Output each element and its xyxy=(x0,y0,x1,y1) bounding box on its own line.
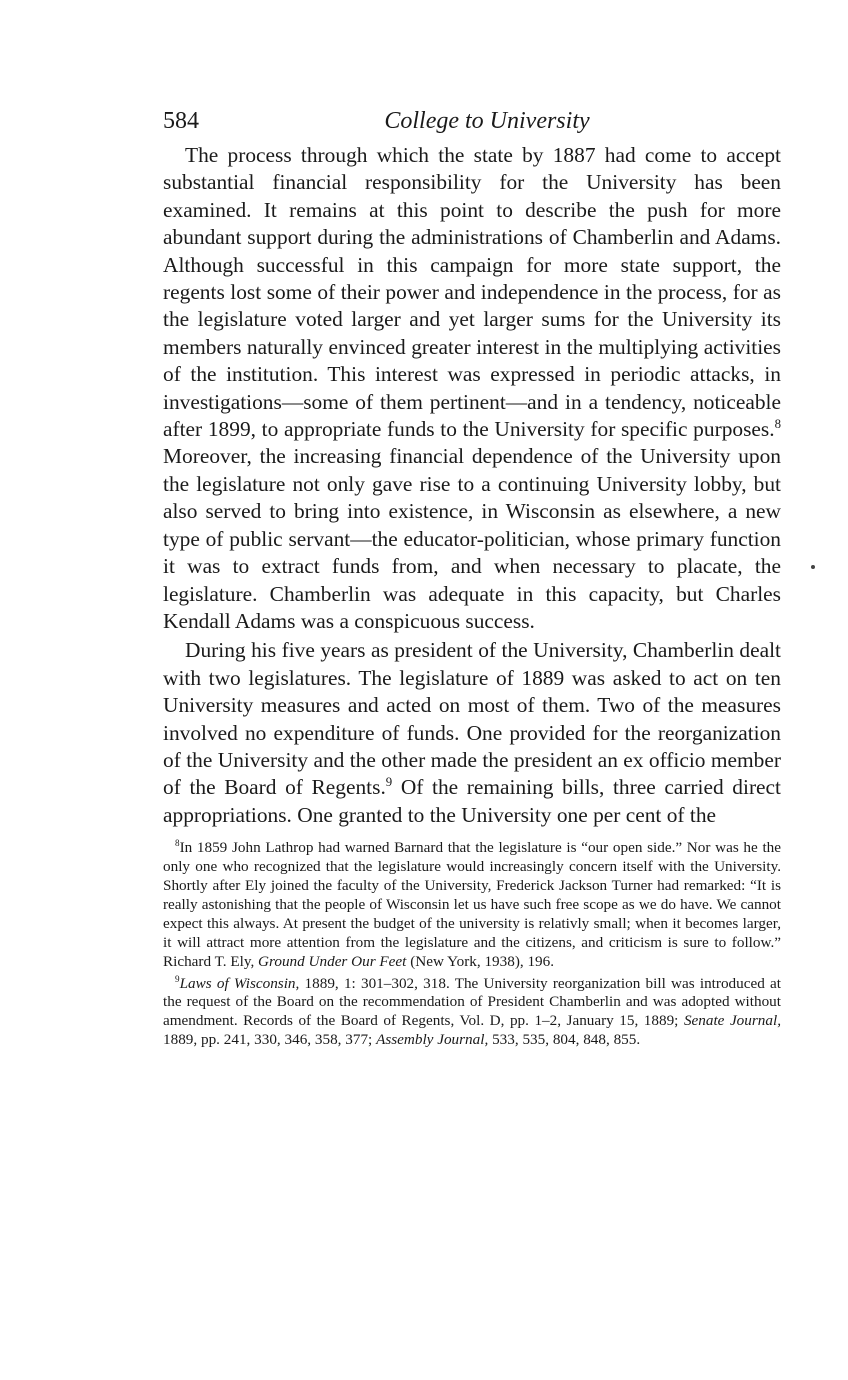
footnote-8-title: Ground Under Our Feet xyxy=(258,952,407,970)
footnotes xyxy=(163,839,781,1050)
footnote-8-text-b: (New York, 1938), 196. xyxy=(406,952,555,970)
paragraph-2-text-a: During his five years as president of the University, Chamberlin dealt with two legislatures. The legislature of 1889 was asked to act on ten University measures and acted on most of them. Two of the measures involved no expenditure of funds. One provided for the reorganization of the University and the other made the president an ex officio member of the Board of Regents. xyxy=(163,638,781,800)
paragraph-1-text-a: The process through which the state by 1887 had come to accept substantial financial responsibility for the University has been examined. It remains at this point to describe the push for more abundant support during the administrations of Chamberlin and Adams. Although successful in this campaign for more state support, the regents lost some of their power and independence in the process, for as the legislature voted larger and yet larger sums for the University its members naturally envinced greater interest in the multiplying activities of the institution. This interest was expressed in periodic attacks, in investigations—some of them pertinent—and in a tendency, noticeable after 1899, to appropriate funds to the University for specific purposes. xyxy=(163,143,781,442)
footnote-9-text-c: 533, 535, 804, 848, 855. xyxy=(488,1031,641,1049)
footnote-ref-9[interactable]: 9 xyxy=(385,775,393,790)
footnote-8-mark: 8 xyxy=(175,838,180,849)
footnote-9-text-a: 1889, 1: 301–302, 318. The University reorganization bill was introduced at the request of the Board on the recommendation of President Chamberlin and was adopted without amendment. Records of the Board of Regents, Vol. D, pp. 1–2, January 15, 1889; xyxy=(163,974,781,1030)
book-page xyxy=(163,108,781,1050)
footnote-9 xyxy=(163,975,781,1051)
paragraph-2 xyxy=(163,637,781,829)
footnote-9-title-1: Laws of Wisconsin, xyxy=(179,974,300,992)
running-head: College to University xyxy=(384,108,590,134)
paragraph-1 xyxy=(163,142,781,635)
footnote-9-mark: 9 xyxy=(175,973,180,984)
footnote-ref-8[interactable]: 8 xyxy=(774,416,781,431)
paragraph-1-text-b: Moreover, the increasing financial dependence of the University upon the legislature not only gave rise to a continuing University lobby, but also served to bring into existence, in Wisconsin as elsewhere, a new type of public servant—the educator-politician, whose primary function it was to extract funds from, and when necessary to placate, the legislature. Chamberlin was adequate in this capacity, but Charles Kendall Adams was a conspicuous success. xyxy=(163,444,781,633)
footnote-8-text-a: In 1859 John Lathrop had warned Barnard that the legislature is “our open side.” Nor was he the only one who recognized that the legislature would increasingly concern itself with the University. Shortly after Ely joined the faculty of the University, Frederick Jackson Turner had remarked: “It is really astonishing that the people of Wisconsin let us have such free scope as we do have. We cannot expect this always. At present the budget of the university is relativly small; when it becomes larger, it will attract more attention from the legislature and the citizens, and criticism is sure to follow.” Richard T. Ely, xyxy=(163,839,781,970)
paragraph-2-text-b: Of the remaining bills, three carried direct appropriations. One granted to the University one per cent of the xyxy=(163,775,781,827)
scan-speck xyxy=(811,565,815,569)
footnote-9-title-3: Assembly Journal, xyxy=(376,1031,489,1049)
footnote-8 xyxy=(163,839,781,971)
page-header xyxy=(163,108,781,142)
footnote-9-text-b: 1889, pp. 241, 330, 346, 358, 377; xyxy=(163,1031,377,1049)
footnote-9-title-2: Senate Journal, xyxy=(683,1012,781,1030)
page-number: 584 xyxy=(163,108,199,134)
